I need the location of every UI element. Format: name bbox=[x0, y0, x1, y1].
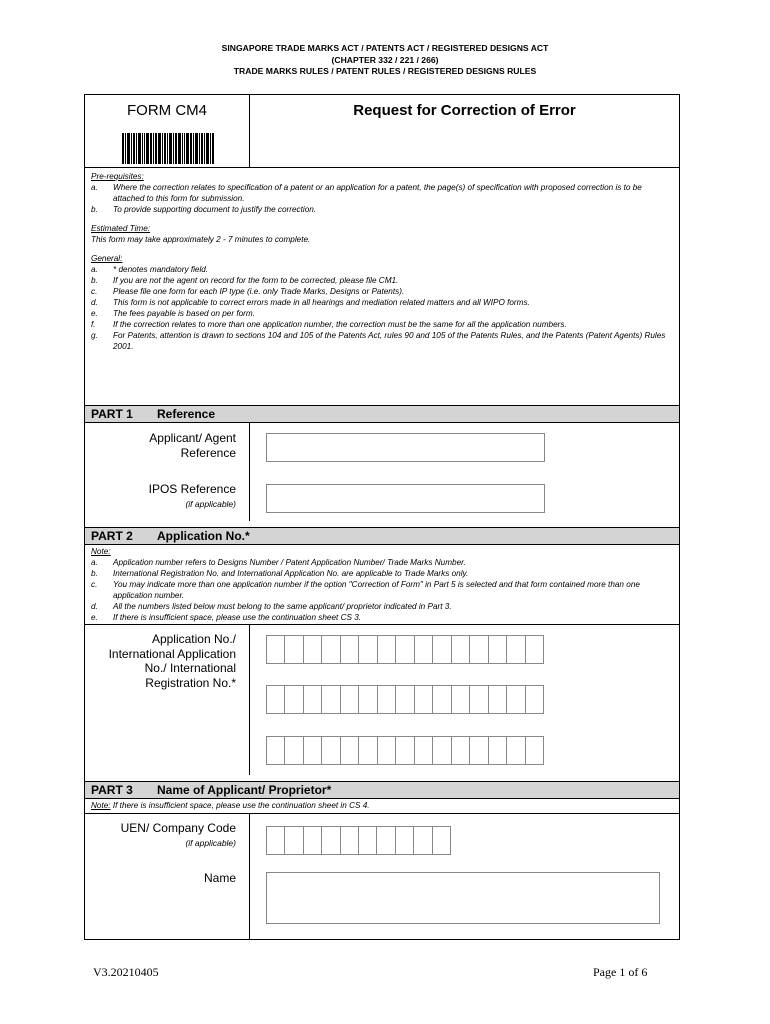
header-line-2: (CHAPTER 332 / 221 / 266) bbox=[331, 54, 439, 65]
instructions bbox=[91, 171, 675, 352]
part2-title: Application No.* bbox=[157, 529, 250, 543]
part1-number: PART 1 bbox=[91, 407, 133, 421]
application-number-label: Application No./ International Application No./ International Registration No.* bbox=[108, 632, 236, 690]
application-number-input-1[interactable] bbox=[266, 635, 544, 664]
list-item: b. To provide supporting document to justify the correction. bbox=[91, 205, 317, 214]
application-number-input-2[interactable] bbox=[266, 685, 544, 714]
list-item: b. International Registration No. and International Application No. are applicable to Trade Marks only. bbox=[91, 569, 469, 578]
general-heading: General: bbox=[91, 254, 123, 263]
applicant-reference-label: Applicant/ Agent Reference bbox=[149, 431, 236, 460]
form-id-cell bbox=[85, 95, 250, 167]
part2-number: PART 2 bbox=[91, 529, 133, 543]
uen-sub: (if applicable) bbox=[185, 837, 236, 848]
part1-title: Reference bbox=[157, 407, 216, 421]
applicant-reference-input[interactable] bbox=[266, 433, 545, 462]
list-item: f. If the correction relates to more than one application number, the correction must be the same for all the application numbers. bbox=[91, 320, 567, 329]
name-input[interactable] bbox=[266, 872, 660, 924]
list-item: b. If you are not the agent on record for the form to be corrected, please file CM1. bbox=[91, 276, 399, 285]
page-number: Page 1 of 6 bbox=[593, 965, 648, 979]
list-item: e. If there is insufficient space, please use the continuation sheet CS 3. bbox=[91, 613, 362, 622]
divider bbox=[85, 813, 679, 814]
part2-notes: Note: a. Application number refers to Designs Number / Patent Application Number/ Trade Marks Number. b. International Registration No. and International Application No. are applicable to Trade Marks only. c. You may indicate more than one application number if the option "Correction of Form" in Part 5 is selected and that form contained more than one application number. d. All the numbers listed below must belong to the same applicant/ proprietor indicated in Part 3. e. If there is insufficient space, please use the continuation sheet CS 3. bbox=[91, 546, 675, 623]
ipos-reference-sub: (if applicable) bbox=[185, 498, 236, 509]
divider bbox=[85, 624, 679, 625]
estimated-time-heading: Estimated Time: bbox=[91, 224, 151, 233]
document-header bbox=[0, 43, 770, 78]
form-title: Request for Correction of Error bbox=[353, 102, 576, 119]
ipos-reference-input[interactable] bbox=[266, 484, 545, 513]
form-name: FORM CM4 bbox=[127, 102, 207, 119]
header-line-1: SINGAPORE TRADE MARKS ACT / PATENTS ACT / REGISTERED DESIGNS ACT bbox=[221, 43, 549, 53]
list-item: a. * denotes mandatory field. bbox=[91, 265, 209, 274]
title-row bbox=[85, 95, 679, 168]
barcode-icon bbox=[122, 133, 214, 164]
ipos-reference-label: IPOS Reference (if applicable) bbox=[85, 482, 236, 511]
part3-header bbox=[85, 781, 679, 799]
column-divider bbox=[249, 625, 250, 775]
list-item: d. All the numbers listed below must belong to the same applicant/ proprietor indicated in Part 3. bbox=[91, 602, 452, 611]
list-item: a. Where the correction relates to specification of a patent or an application for a patent, the page(s) of specification with proposed correction is to be attached to this form for submission. bbox=[91, 183, 642, 203]
list-item: a. Application number refers to Designs Number / Patent Application Number/ Trade Marks Number. bbox=[91, 558, 466, 567]
list-item: d. This form is not applicable to correct errors made in all hearings and mediation related matters and all WIPO forms. bbox=[91, 298, 530, 307]
part3-title: Name of Applicant/ Proprietor* bbox=[157, 783, 332, 797]
part2-header bbox=[85, 527, 679, 545]
prerequisites-heading: Pre-requisites: bbox=[91, 172, 144, 181]
part3-note: Note: If there is insufficient space, please use the continuation sheet in CS 4. bbox=[91, 801, 370, 810]
version-label: V3.20210405 bbox=[93, 965, 159, 979]
part3-number: PART 3 bbox=[91, 783, 133, 797]
application-number-input-3[interactable] bbox=[266, 736, 544, 765]
uen-input[interactable] bbox=[266, 826, 451, 855]
list-item: e. The fees payable is based on per form. bbox=[91, 309, 255, 318]
name-label: Name bbox=[203, 871, 236, 885]
column-divider bbox=[249, 814, 250, 940]
part1-header bbox=[85, 405, 679, 423]
list-item: c. You may indicate more than one application number if the option "Correction of Form" in Part 5 is selected and that form contained more than one application number. bbox=[91, 580, 640, 600]
form-frame bbox=[84, 94, 680, 940]
column-divider bbox=[249, 423, 250, 521]
header-line-3: TRADE MARKS RULES / PATENT RULES / REGISTERED DESIGNS RULES bbox=[233, 66, 537, 76]
estimated-time-text: This form may take approximately 2 - 7 minutes to complete. bbox=[91, 235, 311, 244]
list-item: c. Please file one form for each IP type (i.e. only Trade Marks, Designs or Patents). bbox=[91, 287, 405, 296]
uen-label: UEN/ Company Code (if applicable) bbox=[85, 821, 236, 850]
list-item: g. For Patents, attention is drawn to sections 104 and 105 of the Patents Act, rules 90 and 105 of the Patents Rules, and the Patents (Patent Agents) Rules 2001. bbox=[91, 331, 666, 351]
